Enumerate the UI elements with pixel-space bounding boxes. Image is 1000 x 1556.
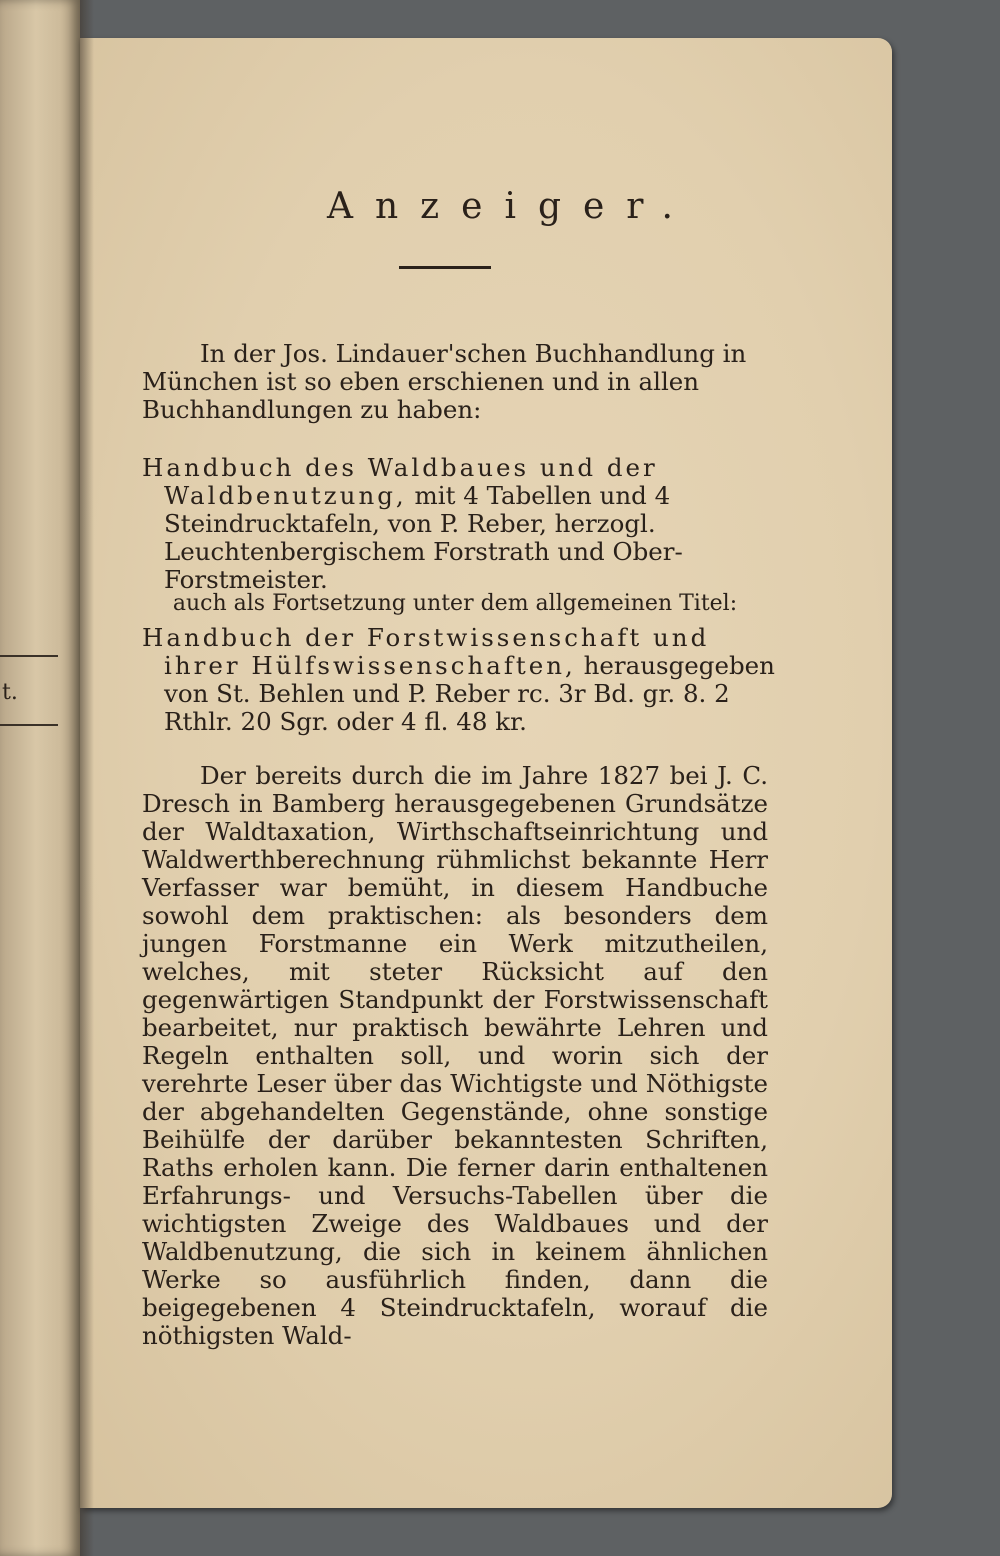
book-entry-2-title: Handbuch der Forstwissenschaft und ihrer Hülfswissenschaften, [142,623,710,680]
book-entry-1-title: Handbuch des Waldbaues und der Waldbenutzung, [142,453,658,510]
book-entry-1 [142,454,790,594]
heading-rule [399,266,491,269]
previous-page-edge [0,0,80,1556]
intro-paragraph: In der Jos. Lindauer'schen Buchhandlung in München ist so eben erschienen und in allen Buchhandlungen zu haben: [142,339,747,424]
page-gutter-shadow [80,0,94,1556]
book-entry-1-details: mit 4 Tabellen und 4 Steindrucktafeln, von P. Reber, herzogl. Leuchtenbergischem Forstrath und Ober-Forstmeister. [164,481,683,594]
previous-page-rule-bottom [0,724,58,726]
page-heading: Anzeiger. [326,186,695,227]
subtitle-note: auch als Fortsetzung unter dem allgemeinen Titel: [172,591,738,616]
body-paragraph: Der bereits durch die im Jahre 1827 bei J. C. Dresch in Bamberg herausgegebenen Grundsätze der Waldtaxation, Wirthschaftseinrichtung und Waldwerthberechnung rühmlichst bekannte Herr Verfasser war bemüht, in diesem Handbuche sowohl dem praktischen: als besonders dem jungen Forstmanne ein Werk mitzutheilen, welches, mit steter Rücksicht auf den gegenwärtigen Standpunkt der Forstwissenschaft bearbeitet, nur praktisch bewährte Lehren und Regeln enthalten soll, und worin sich der verehrte Leser über das Wichtigste und Nöthigste der abgehandelten Gegenstände, ohne sonstige Beihülfe der darüber bekanntesten Schriften, Raths erholen kann. Die ferner darin enthaltenen Erfahrungs- und Versuchs-Tabellen über die wichtigsten Zweige des Waldbaues und der Waldbenutzung, die sich in keinem ähnlichen Werke so ausführlich finden, dann die beigegebenen 4 Steindrucktafeln, worauf die nöthigsten Wald- [142,761,768,1350]
previous-page-rule-top [0,655,58,657]
previous-page-margin-fragment: t. [2,680,18,705]
book-entry-2 [142,624,790,736]
book-entry-2-details: herausgegeben von St. Behlen und P. Reber rc. 3r Bd. gr. 8. 2 Rthlr. 20 Sgr. oder 4 fl. 48 kr. [164,651,775,736]
